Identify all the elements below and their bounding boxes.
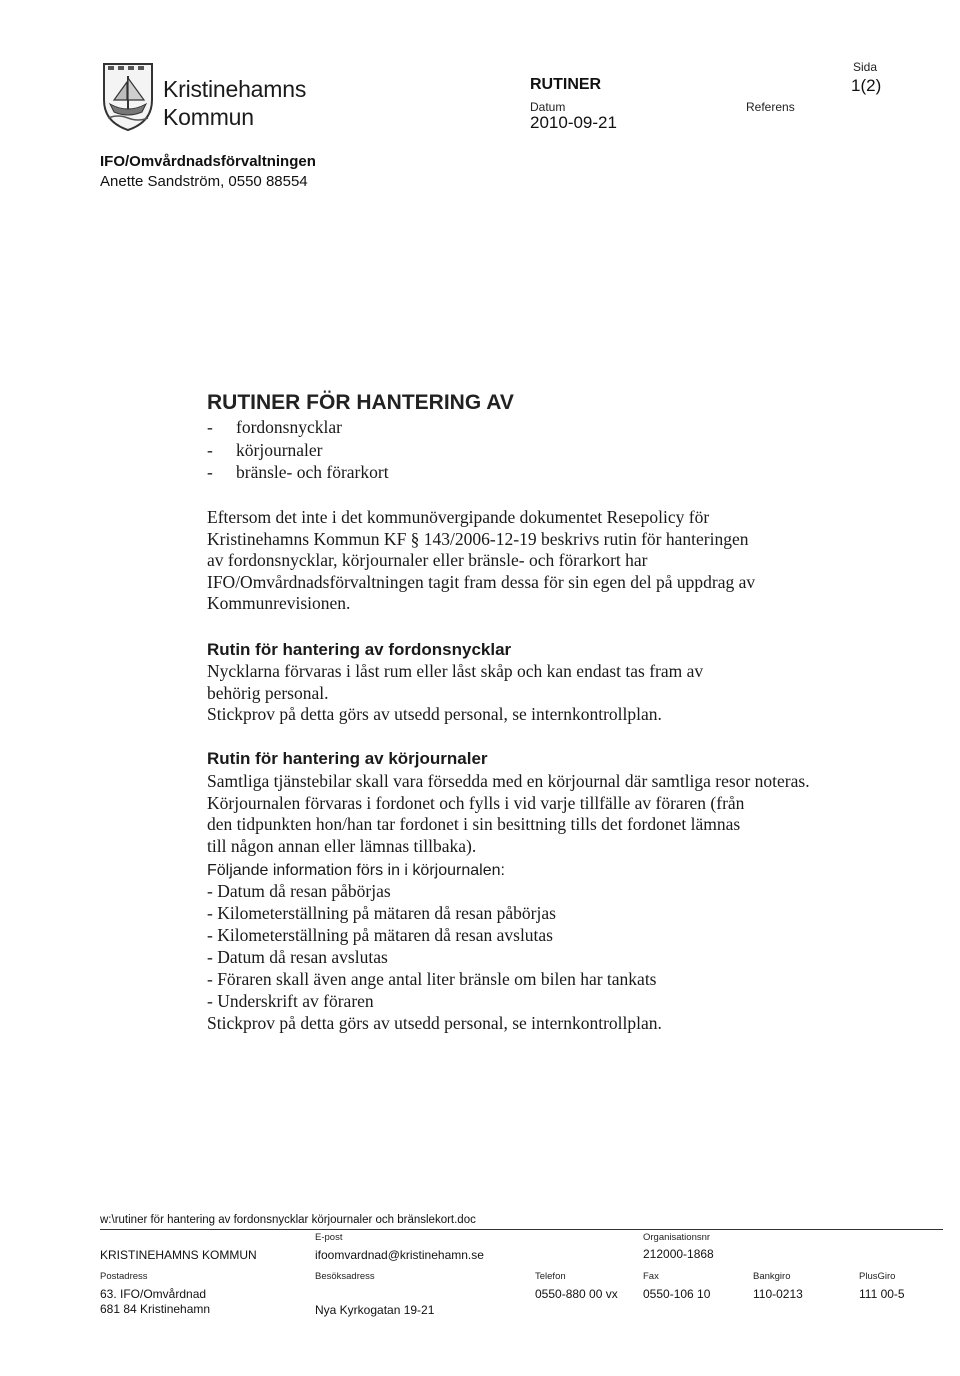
bullet-item: - Datum då resan påbörjas xyxy=(207,881,391,901)
bullet-item: - Underskrift av föraren xyxy=(207,991,374,1011)
epost-value: ifoomvardnad@kristinehamn.se xyxy=(315,1248,484,1262)
bullet-item: - Datum då resan avslutas xyxy=(207,947,388,967)
closing-line: Stickprov på detta görs av utsedd personal, se internkontrollplan. xyxy=(207,1013,662,1033)
postadress-label: Postadress xyxy=(100,1271,148,1282)
file-path: w:\rutiner för hantering av fordonsnycklar körjournaler och bränslekort.doc xyxy=(100,1214,476,1226)
document-title: RUTINER FÖR HANTERING AV xyxy=(207,391,514,414)
department-name: IFO/Omvårdnadsförvaltningen xyxy=(100,153,316,170)
plusgiro-label: PlusGiro xyxy=(859,1271,896,1282)
brand-name-line1: Kristinehamns xyxy=(163,76,307,102)
org-name: KRISTINEHAMNS KOMMUN xyxy=(100,1248,257,1262)
datum-value: 2010-09-21 xyxy=(530,113,617,132)
besoksadress-label: Besöksadress xyxy=(315,1271,375,1282)
telefon-label: Telefon xyxy=(535,1271,566,1282)
section-heading-keys: Rutin för hantering av fordonsnycklar xyxy=(207,640,512,659)
besoksadress-value: Nya Kyrkogatan 19-21 xyxy=(315,1303,435,1317)
referens-label: Referens xyxy=(746,100,795,114)
telefon-value: 0550-880 00 vx xyxy=(535,1287,618,1301)
section-logbooks-text: Samtliga tjänstebilar skall vara försedda med en körjournal där samtliga resor noteras. Körjournalen förvaras i fordonet och fylls i vid varje tillfälle av föraren (från den tidpunkten hon/han tar fordonet i sin besittning tills det fordonet lämnas till någon annan eller lämnas tillbaka). xyxy=(207,771,810,856)
bullet-item: - Kilometerställning på mätaren då resan avslutas xyxy=(207,925,553,945)
epost-label: E-post xyxy=(315,1232,343,1243)
intro-paragraph: Eftersom det inte i det kommunövergipande dokumentet Resepolicy för Kristinehamns Kommun KF § 143/2006-12-19 beskrivs rutin för hanteringen av fordonsnycklar, körjournaler eller bränsle- och förarkort har IFO/Omvårdnadsförvaltningen tagit fram dessa för sin egen del på uppdrag av Kommunrevisionen. xyxy=(207,507,756,614)
section-heading-logbooks: Rutin för hantering av körjournaler xyxy=(207,749,488,768)
section-keys-text: Nycklarna förvaras i låst rum eller låst skåp och kan endast tas fram av behörig personal. Stickprov på detta görs av utsedd personal, se internkontrollplan. xyxy=(207,661,704,725)
title-item: - bränsle- och förarkort xyxy=(207,462,389,482)
bullet-item: - Kilometerställning på mätaren då resan påbörjas xyxy=(207,903,556,923)
postadress-line1: 63. IFO/Omvårdnad xyxy=(100,1287,207,1301)
coat-of-arms-logo xyxy=(100,60,156,132)
plusgiro-value: 111 00-5 xyxy=(859,1287,905,1301)
contact-person: Anette Sandström, 0550 88554 xyxy=(100,173,308,190)
sida-value: 1(2) xyxy=(851,76,882,95)
postadress-line2: 681 84 Kristinehamn xyxy=(100,1302,211,1316)
orgnr-label: Organisationsnr xyxy=(643,1232,711,1243)
brand-name-line2: Kommun xyxy=(163,104,254,130)
orgnr-value: 212000-1868 xyxy=(643,1247,714,1261)
bullet-item: - Föraren skall även ange antal liter bränsle om bilen har tankats xyxy=(207,969,657,989)
fax-label: Fax xyxy=(643,1271,659,1282)
title-item: - körjournaler xyxy=(207,440,323,460)
footer-divider xyxy=(100,1229,943,1230)
title-item: - fordonsnycklar xyxy=(207,417,342,437)
bankgiro-value: 110-0213 xyxy=(753,1287,803,1301)
ship-crest-icon xyxy=(100,60,156,132)
document-type: RUTINER xyxy=(530,76,602,93)
info-heading: Följande information förs in i körjournalen: xyxy=(207,862,505,879)
sida-label: Sida xyxy=(853,60,878,74)
fax-value: 0550-106 10 xyxy=(643,1287,711,1301)
bankgiro-label: Bankgiro xyxy=(753,1271,791,1282)
datum-label: Datum xyxy=(530,100,566,114)
